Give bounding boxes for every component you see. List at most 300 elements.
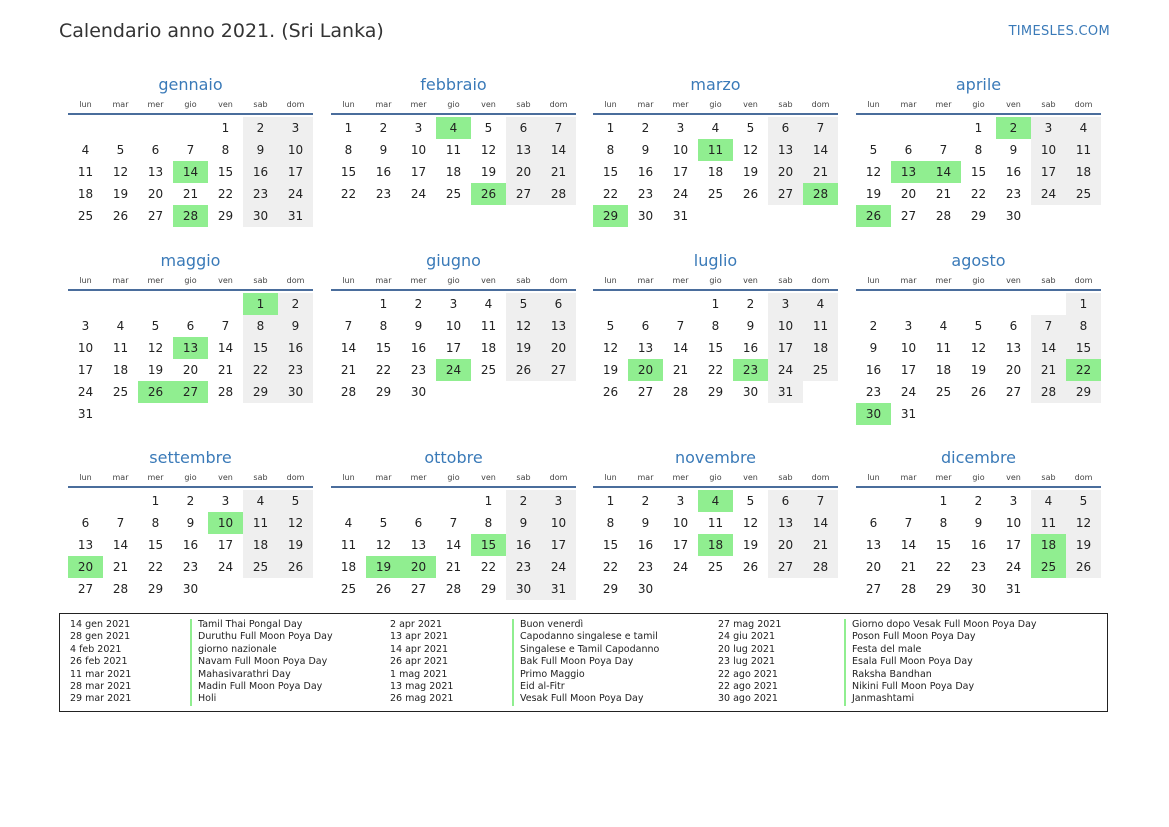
- day-cell: 2: [506, 490, 541, 512]
- weekday-label: gio: [447, 276, 460, 285]
- day-cell: 26: [506, 359, 541, 381]
- day-cell: 12: [480, 143, 497, 157]
- holiday-day-cell: 22: [1066, 359, 1101, 381]
- empty-cell: [436, 490, 471, 512]
- day-cell: 24: [410, 187, 427, 201]
- day-cell: 9: [243, 139, 278, 161]
- day-cell: 19: [147, 363, 164, 377]
- day-cell: 10: [1031, 139, 1066, 161]
- empty-cell: [593, 293, 628, 315]
- day-cell: 9: [379, 143, 388, 157]
- day-cell: 26: [742, 187, 759, 201]
- day-cell: 9: [641, 143, 650, 157]
- weekday-header: [68, 96, 313, 115]
- weekday-label: dom: [549, 100, 568, 109]
- day-cell: 11: [1031, 512, 1066, 534]
- day-cell: 29: [243, 381, 278, 403]
- day-cell: 5: [278, 490, 313, 512]
- day-cell: 21: [900, 560, 917, 574]
- day-cell: 29: [707, 385, 724, 399]
- weekday-label: mer: [672, 473, 689, 482]
- holiday-day-cell: 13: [891, 161, 926, 183]
- day-cell: 31: [768, 381, 803, 403]
- day-cell: 3: [676, 494, 685, 508]
- day-cell: 5: [869, 143, 878, 157]
- holiday-date: 26 mag 2021: [390, 693, 454, 705]
- day-cell: 8: [711, 319, 720, 333]
- day-cell: 5: [746, 121, 755, 135]
- weekday-label: mer: [935, 276, 952, 285]
- empty-cell: [138, 117, 173, 139]
- day-grid: [68, 117, 313, 227]
- day-cell: 4: [116, 319, 125, 333]
- weekday-label: ven: [218, 276, 233, 285]
- day-cell: 25: [707, 187, 724, 201]
- day-cell: 8: [1066, 315, 1101, 337]
- month-name: gennaio: [158, 75, 223, 94]
- day-cell: 26: [112, 209, 129, 223]
- day-cell: 23: [506, 556, 541, 578]
- month-name: dicembre: [940, 448, 1017, 467]
- holiday-day-cell: 30: [856, 403, 891, 425]
- day-cell: 11: [112, 341, 129, 355]
- empty-cell: [926, 117, 961, 139]
- day-cell: 17: [768, 337, 803, 359]
- day-cell: 25: [445, 187, 462, 201]
- weekday-label: lun: [867, 100, 880, 109]
- day-cell: 10: [672, 516, 689, 530]
- day-cell: 18: [935, 363, 952, 377]
- day-cell: 22: [340, 187, 357, 201]
- holiday-name: Bak Full Moon Poya Day: [512, 656, 659, 668]
- day-cell: 13: [865, 538, 882, 552]
- day-cell: 21: [182, 187, 199, 201]
- holiday-date: 13 mag 2021: [390, 680, 454, 692]
- month-gennaio: [68, 74, 313, 227]
- day-cell: 5: [746, 494, 755, 508]
- day-cell: 5: [116, 143, 125, 157]
- weekday-label: dom: [286, 276, 305, 285]
- weekday-label: mer: [410, 100, 427, 109]
- day-cell: 7: [939, 143, 948, 157]
- day-cell: 28: [112, 582, 129, 596]
- day-cell: 28: [1031, 381, 1066, 403]
- day-cell: 21: [340, 363, 357, 377]
- weekday-label: mer: [935, 100, 952, 109]
- day-cell: 8: [606, 516, 615, 530]
- holiday-date: 24 giu 2021: [718, 631, 775, 643]
- weekday-label: ven: [743, 473, 758, 482]
- day-cell: 29: [480, 582, 497, 596]
- holiday-day-cell: 10: [208, 512, 243, 534]
- weekday-label: sab: [516, 473, 531, 482]
- day-cell: 13: [147, 165, 164, 179]
- holiday-day-cell: 18: [1031, 534, 1066, 556]
- weekday-label: gio: [184, 100, 197, 109]
- weekday-label: gio: [972, 276, 985, 285]
- page-title: Calendario anno 2021. (Sri Lanka): [59, 20, 384, 42]
- day-cell: 11: [707, 516, 724, 530]
- day-cell: 21: [445, 560, 462, 574]
- holiday-date: 22 ago 2021: [718, 680, 778, 692]
- day-cell: 14: [803, 139, 838, 161]
- day-cell: 9: [746, 319, 755, 333]
- weekday-label: lun: [342, 100, 355, 109]
- holiday-name: Duruthu Full Moon Poya Day: [190, 631, 333, 643]
- day-cell: 12: [1066, 512, 1101, 534]
- weekday-label: ven: [481, 100, 496, 109]
- day-cell: 22: [243, 359, 278, 381]
- weekday-label: lun: [79, 100, 92, 109]
- day-cell: 7: [803, 117, 838, 139]
- holiday-date: 13 apr 2021: [390, 631, 449, 643]
- day-cell: 5: [151, 319, 160, 333]
- empty-cell: [103, 293, 138, 315]
- day-cell: 15: [602, 538, 619, 552]
- day-cell: 9: [278, 315, 313, 337]
- day-cell: 21: [1031, 359, 1066, 381]
- day-cell: 18: [243, 534, 278, 556]
- day-cell: 24: [278, 183, 313, 205]
- day-grid: [331, 293, 576, 403]
- holiday-name: Buon venerdì: [512, 619, 659, 631]
- weekday-label: dom: [286, 100, 305, 109]
- day-cell: 3: [1031, 117, 1066, 139]
- holiday-date: 14 gen 2021: [70, 619, 131, 630]
- holiday-name: Madin Full Moon Poya Day: [190, 681, 333, 693]
- day-cell: 20: [768, 534, 803, 556]
- day-cell: 16: [1005, 165, 1022, 179]
- holiday-name: Mahasivarathri Day: [190, 669, 333, 681]
- month-giugno: [331, 250, 576, 403]
- day-cell: 8: [379, 319, 388, 333]
- day-cell: 1: [344, 121, 353, 135]
- holiday-dates-col-2: [390, 619, 453, 706]
- day-cell: 15: [375, 341, 392, 355]
- day-cell: 19: [480, 165, 497, 179]
- day-cell: 5: [484, 121, 493, 135]
- day-cell: 4: [1031, 490, 1066, 512]
- weekday-label: ven: [743, 276, 758, 285]
- day-cell: 29: [1066, 381, 1101, 403]
- day-cell: 16: [865, 363, 882, 377]
- empty-cell: [891, 117, 926, 139]
- holiday-name: Holi: [190, 693, 333, 705]
- day-cell: 17: [445, 341, 462, 355]
- holiday-day-cell: 28: [173, 205, 208, 227]
- day-cell: 13: [410, 538, 427, 552]
- weekday-label: lun: [604, 473, 617, 482]
- day-cell: 12: [865, 165, 882, 179]
- day-cell: 10: [445, 319, 462, 333]
- weekday-label: mer: [147, 100, 164, 109]
- day-cell: 12: [112, 165, 129, 179]
- day-cell: 11: [803, 315, 838, 337]
- day-cell: 6: [506, 117, 541, 139]
- empty-cell: [68, 117, 103, 139]
- weekday-label: lun: [867, 276, 880, 285]
- weekday-label: sab: [253, 473, 268, 482]
- holiday-date: 28 mar 2021: [70, 680, 132, 692]
- day-cell: 1: [484, 494, 493, 508]
- day-cell: 16: [970, 538, 987, 552]
- weekday-label: mar: [637, 473, 654, 482]
- weekday-label: gio: [184, 473, 197, 482]
- day-cell: 30: [243, 205, 278, 227]
- day-cell: 5: [506, 293, 541, 315]
- day-cell: 7: [116, 516, 125, 530]
- month-marzo: [593, 74, 838, 227]
- day-cell: 6: [81, 516, 90, 530]
- day-cell: 2: [414, 297, 423, 311]
- empty-cell: [138, 293, 173, 315]
- day-cell: 20: [900, 187, 917, 201]
- day-cell: 14: [1031, 337, 1066, 359]
- day-cell: 18: [77, 187, 94, 201]
- day-cell: 8: [221, 143, 230, 157]
- day-cell: 26: [602, 385, 619, 399]
- day-cell: 2: [746, 297, 755, 311]
- day-cell: 29: [935, 582, 952, 596]
- day-grid: [856, 293, 1101, 425]
- month-dicembre: [856, 447, 1101, 600]
- day-cell: 26: [375, 582, 392, 596]
- holiday-day-cell: 23: [733, 359, 768, 381]
- day-cell: 22: [480, 560, 497, 574]
- day-cell: 22: [935, 560, 952, 574]
- weekday-label: mer: [410, 276, 427, 285]
- day-cell: 30: [182, 582, 199, 596]
- day-cell: 7: [904, 516, 913, 530]
- day-cell: 23: [243, 183, 278, 205]
- weekday-label: sab: [516, 100, 531, 109]
- empty-cell: [173, 293, 208, 315]
- day-cell: 13: [768, 139, 803, 161]
- day-cell: 8: [974, 143, 983, 157]
- holiday-name: Janmashtami: [844, 693, 1037, 705]
- empty-cell: [103, 490, 138, 512]
- weekday-label: gio: [972, 473, 985, 482]
- day-cell: 3: [221, 494, 230, 508]
- day-cell: 25: [340, 582, 357, 596]
- day-cell: 21: [217, 363, 234, 377]
- day-grid: [593, 117, 838, 227]
- empty-cell: [68, 293, 103, 315]
- weekday-label: dom: [1074, 100, 1093, 109]
- holiday-name: giorno nazionale: [190, 644, 333, 656]
- day-cell: 7: [449, 516, 458, 530]
- holiday-names-col-1: [190, 619, 333, 706]
- day-cell: 31: [1005, 582, 1022, 596]
- day-cell: 20: [768, 161, 803, 183]
- holiday-day-cell: 14: [173, 161, 208, 183]
- weekday-label: mar: [375, 276, 392, 285]
- holiday-day-cell: 20: [628, 359, 663, 381]
- holiday-day-cell: 26: [856, 205, 891, 227]
- holiday-date: 23 lug 2021: [718, 656, 775, 668]
- month-name: ottobre: [424, 448, 483, 467]
- month-luglio: [593, 250, 838, 403]
- day-cell: 18: [707, 165, 724, 179]
- day-cell: 27: [768, 556, 803, 578]
- day-grid: [856, 490, 1101, 600]
- weekday-label: dom: [286, 473, 305, 482]
- day-cell: 15: [217, 165, 234, 179]
- day-cell: 8: [939, 516, 948, 530]
- empty-cell: [663, 293, 698, 315]
- holiday-list: [59, 613, 1108, 712]
- day-cell: 3: [541, 490, 576, 512]
- weekday-label: dom: [1074, 473, 1093, 482]
- day-cell: 27: [147, 209, 164, 223]
- day-cell: 15: [1066, 337, 1101, 359]
- day-cell: 29: [217, 209, 234, 223]
- weekday-label: gio: [709, 276, 722, 285]
- day-cell: 28: [217, 385, 234, 399]
- day-cell: 26: [742, 560, 759, 574]
- day-cell: 13: [506, 139, 541, 161]
- holiday-date: 26 apr 2021: [390, 656, 449, 668]
- day-cell: 16: [278, 337, 313, 359]
- day-cell: 18: [445, 165, 462, 179]
- day-cell: 27: [865, 582, 882, 596]
- day-cell: 24: [1005, 560, 1022, 574]
- day-cell: 16: [243, 161, 278, 183]
- empty-cell: [856, 490, 891, 512]
- holiday-names-col-3: [844, 619, 1037, 706]
- day-cell: 24: [77, 385, 94, 399]
- weekday-label: sab: [1041, 100, 1056, 109]
- day-cell: 22: [375, 363, 392, 377]
- empty-cell: [208, 293, 243, 315]
- day-cell: 19: [1066, 534, 1101, 556]
- day-cell: 2: [278, 293, 313, 315]
- day-cell: 9: [641, 516, 650, 530]
- holiday-dates-col-1: [70, 619, 131, 706]
- holiday-date: 4 feb 2021: [70, 643, 122, 655]
- day-cell: 30: [506, 578, 541, 600]
- holiday-name: Festa del male: [844, 644, 1037, 656]
- holiday-day-cell: 19: [366, 556, 401, 578]
- day-grid: [593, 293, 838, 403]
- weekday-label: mar: [375, 473, 392, 482]
- weekday-label: lun: [79, 276, 92, 285]
- day-cell: 12: [147, 341, 164, 355]
- day-cell: 13: [768, 512, 803, 534]
- day-cell: 18: [1066, 161, 1101, 183]
- day-cell: 5: [1066, 490, 1101, 512]
- day-cell: 20: [506, 161, 541, 183]
- day-cell: 31: [900, 407, 917, 421]
- weekday-label: dom: [1074, 276, 1093, 285]
- day-cell: 17: [217, 538, 234, 552]
- day-cell: 17: [1005, 538, 1022, 552]
- weekday-label: mar: [637, 100, 654, 109]
- weekday-label: mar: [112, 100, 129, 109]
- month-agosto: [856, 250, 1101, 425]
- day-cell: 4: [81, 143, 90, 157]
- day-cell: 10: [77, 341, 94, 355]
- day-cell: 31: [278, 205, 313, 227]
- day-cell: 2: [974, 494, 983, 508]
- day-cell: 24: [672, 560, 689, 574]
- weekday-label: dom: [811, 276, 830, 285]
- weekday-label: dom: [811, 100, 830, 109]
- weekday-header: [856, 96, 1101, 115]
- day-cell: 6: [1009, 319, 1018, 333]
- day-cell: 22: [147, 560, 164, 574]
- weekday-label: sab: [1041, 473, 1056, 482]
- day-cell: 30: [410, 385, 427, 399]
- day-grid: [856, 117, 1101, 227]
- day-cell: 20: [182, 363, 199, 377]
- day-cell: 12: [278, 512, 313, 534]
- weekday-label: sab: [778, 276, 793, 285]
- day-cell: 17: [410, 165, 427, 179]
- day-cell: 21: [541, 161, 576, 183]
- day-cell: 21: [672, 363, 689, 377]
- day-cell: 2: [379, 121, 388, 135]
- holiday-day-cell: 24: [436, 359, 471, 381]
- weekday-label: sab: [778, 100, 793, 109]
- day-cell: 28: [340, 385, 357, 399]
- holiday-date: 14 apr 2021: [390, 643, 449, 655]
- day-cell: 4: [243, 490, 278, 512]
- holiday-day-cell: 2: [996, 117, 1031, 139]
- day-cell: 14: [217, 341, 234, 355]
- day-cell: 21: [803, 161, 838, 183]
- day-cell: 23: [1005, 187, 1022, 201]
- day-cell: 19: [742, 538, 759, 552]
- weekday-label: mar: [900, 276, 917, 285]
- holiday-day-cell: 15: [471, 534, 506, 556]
- day-cell: 23: [182, 560, 199, 574]
- day-cell: 11: [243, 512, 278, 534]
- weekday-label: lun: [867, 473, 880, 482]
- day-cell: 9: [869, 341, 878, 355]
- day-cell: 23: [410, 363, 427, 377]
- empty-cell: [856, 117, 891, 139]
- brand-link[interactable]: TIMESLES.COM: [1008, 24, 1110, 39]
- weekday-label: mer: [147, 473, 164, 482]
- day-cell: 18: [480, 341, 497, 355]
- day-cell: 19: [970, 363, 987, 377]
- day-cell: 14: [112, 538, 129, 552]
- weekday-header: [331, 96, 576, 115]
- empty-cell: [961, 293, 996, 315]
- day-cell: 3: [449, 297, 458, 311]
- holiday-day-cell: 29: [593, 205, 628, 227]
- day-grid: [68, 293, 313, 425]
- day-cell: 6: [414, 516, 423, 530]
- weekday-label: lun: [79, 473, 92, 482]
- weekday-label: ven: [1006, 100, 1021, 109]
- day-cell: 1: [379, 297, 388, 311]
- day-cell: 7: [676, 319, 685, 333]
- day-cell: 15: [970, 165, 987, 179]
- day-cell: 27: [637, 385, 654, 399]
- holiday-day-cell: 27: [173, 381, 208, 403]
- weekday-label: ven: [743, 100, 758, 109]
- day-cell: 6: [541, 293, 576, 315]
- holiday-name: Esala Full Moon Poya Day: [844, 656, 1037, 668]
- holiday-date: 29 mar 2021: [70, 693, 132, 705]
- day-cell: 9: [186, 516, 195, 530]
- day-cell: 4: [939, 319, 948, 333]
- day-cell: 16: [182, 538, 199, 552]
- day-cell: 15: [243, 337, 278, 359]
- day-cell: 25: [803, 359, 838, 381]
